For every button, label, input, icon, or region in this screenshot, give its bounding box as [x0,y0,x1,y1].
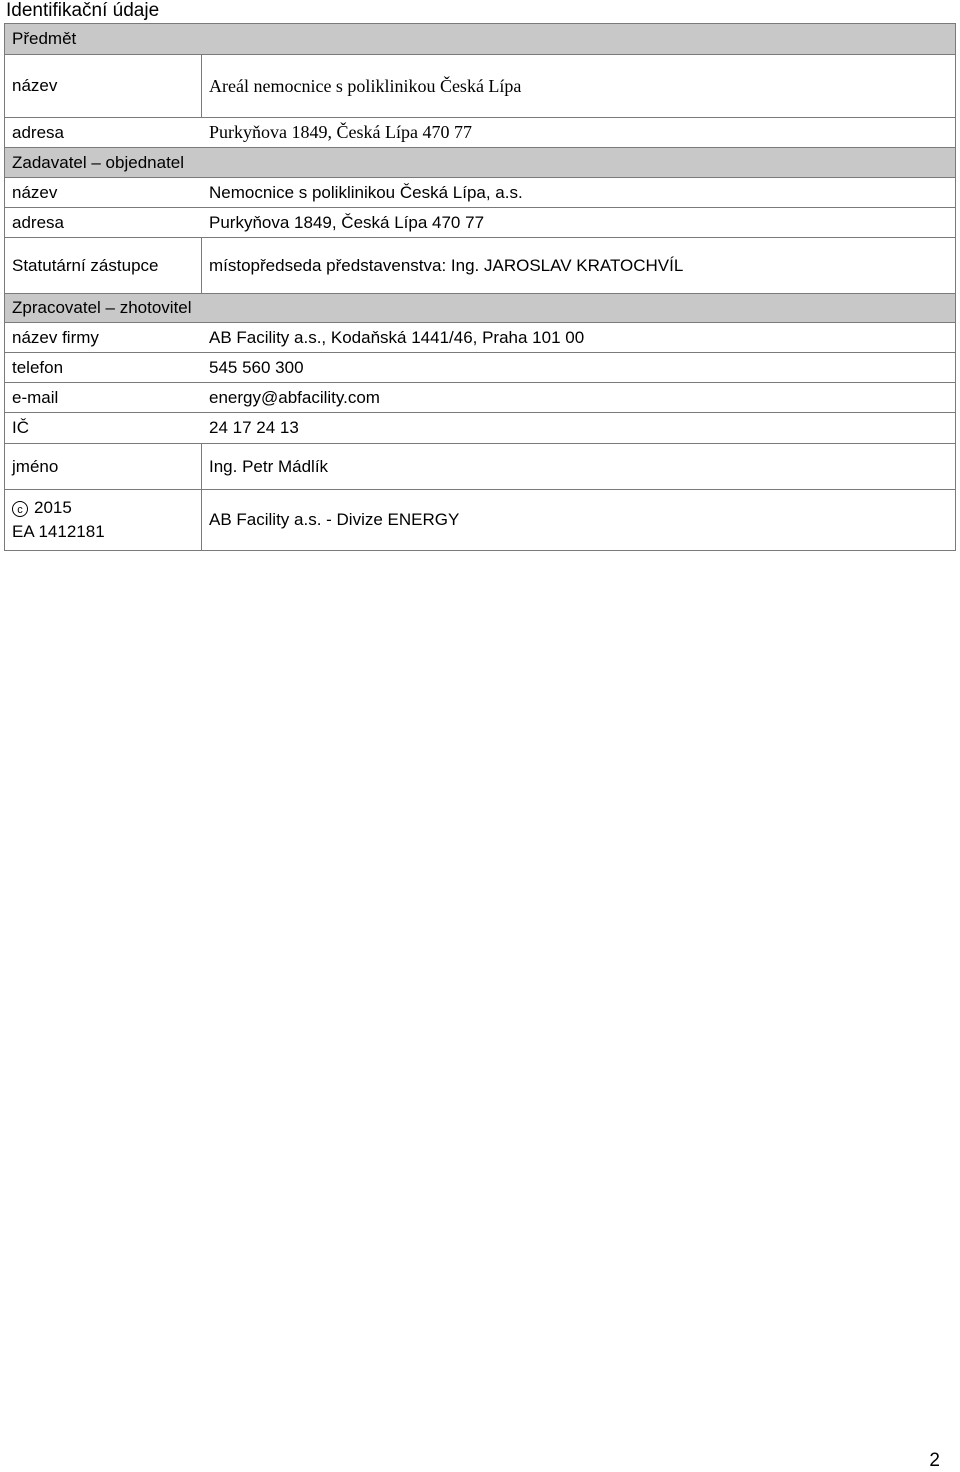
row-telefon [5,353,955,383]
label-nazev: název [5,55,202,117]
label-telefon: telefon [12,357,64,377]
label-email: e-mail [12,387,59,407]
value-statutarni-zastupce: místopředseda představenstva: Ing. JAROSLAV KRATOCHVÍL [209,255,684,275]
value-nazev: Areál nemocnice s poliklinikou Česká Lípa [209,75,522,96]
row-zadavatel-adresa [5,208,955,238]
value-nazev-firmy: AB Facility a.s., Kodaňská 1441/46, Praha 101 00 [209,327,585,347]
section-label: Zadavatel – objednatel [12,152,185,172]
section-label: Předmět [12,29,77,48]
value-nazev: Nemocnice s poliklinikou Česká Lípa, a.s. [209,182,523,202]
label-ic: IČ [12,418,29,437]
identification-table [4,23,956,551]
value-ic: 24 17 24 13 [209,418,299,437]
label-nazev: název [12,182,58,202]
value-adresa: Purkyňova 1849, Česká Lípa 470 77 [209,122,472,142]
value-telefon: 545 560 300 [209,357,304,377]
row-jmeno [5,444,955,490]
label-nazev-firmy: název firmy [12,327,99,347]
copyright-line [12,496,72,520]
row-zadavatel-statutarni [5,238,955,294]
row-email [5,383,955,413]
label-adresa: adresa [12,122,64,142]
section-zpracovatel [5,294,955,323]
section-zadavatel [5,148,955,178]
label-adresa: adresa [12,212,64,232]
section-predmet [5,24,955,55]
value-jmeno: Ing. Petr Mádlík [209,456,329,476]
row-zadavatel-nazev [5,178,955,208]
copyright-icon: c [12,501,28,517]
label-jmeno: jméno [5,444,202,489]
value-copyright: AB Facility a.s. - Divize ENERGY [209,510,460,529]
section-label: Zpracovatel – zhotovitel [12,298,192,317]
row-predmet-nazev [5,55,955,118]
row-copyright [5,490,955,550]
page-number: 2 [929,1450,940,1471]
document-heading: Identifikační údaje [6,0,160,21]
row-ic [5,413,955,444]
row-predmet-adresa [5,118,955,148]
value-adresa: Purkyňova 1849, Česká Lípa 470 77 [209,212,485,232]
label-statutarni-zastupce: Statutární zástupce [5,238,202,293]
copyright-code: EA 1412181 [12,522,105,541]
copyright-cell [5,490,202,550]
row-firma [5,323,955,353]
value-email: energy@abfacility.com [209,387,380,407]
copyright-year: 2015 [34,498,72,517]
